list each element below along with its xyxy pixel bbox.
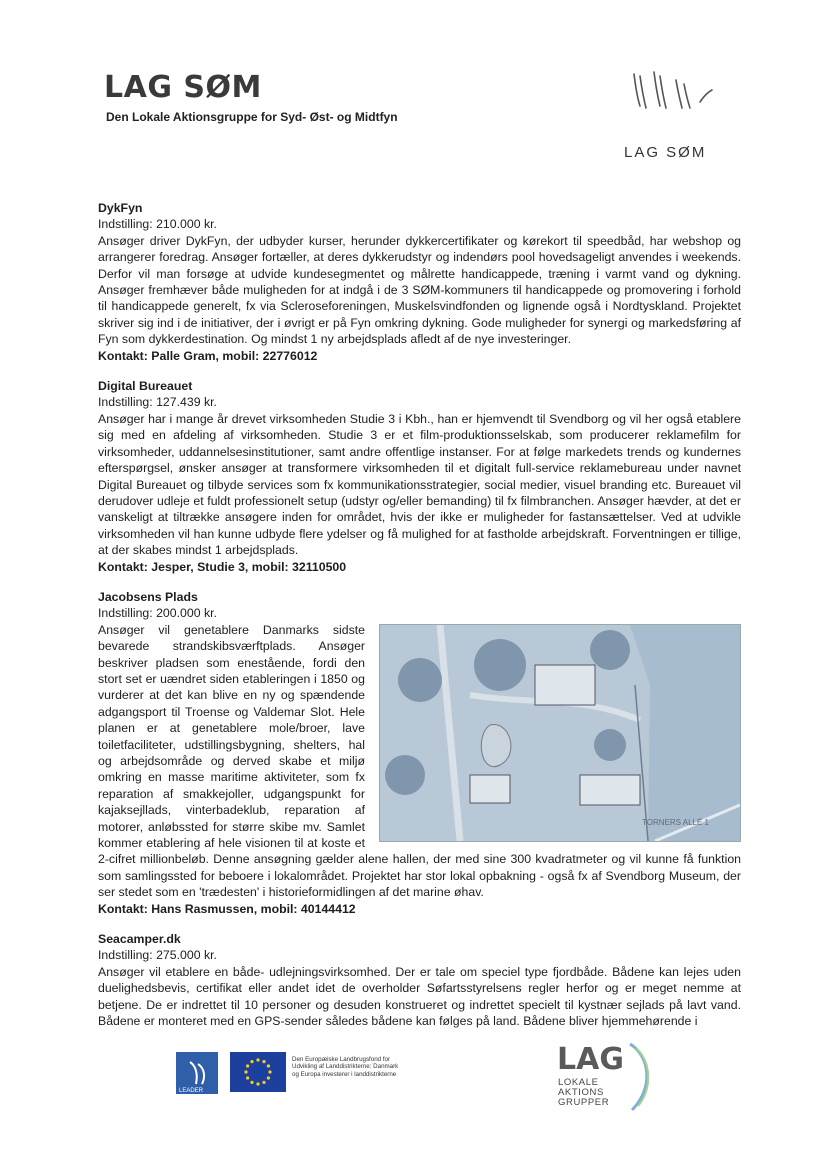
lag-line: GRUPPER (558, 1097, 610, 1108)
section-contact: Kontakt: Hans Rasmussen, mobil: 40144412 (98, 901, 356, 916)
site-plan-image (379, 624, 741, 842)
eu-flag-icon (230, 1052, 286, 1092)
footer-logos (0, 1030, 825, 1150)
section-body: Ansøger driver DykFyn, der udbyder kurser, herunder dykkercertifikater og kørekort til speedbåd, har webshop og arrangerer foredrag. Ansøger fortæller, at deres dykkerudstyr og indendørs pool hovedsageligt anvendes i weekends. Derfor vil man forsøge at udvide kundesegmentet og målrette handicappede, træning i varmt vand og dykning. Ansøger fremhæver både muligheden for at indgå i de 3 SØM-kommuners til handicappede og promovering i forhold til handicappede generelt, fx via Scleroseforeningen, Muskelsvindfonden og lignende også i Nordtyskland. Projektet skriver sig ind i de initiativer, der i øvrigt er på Fyn omkring dykning. Gode muligheder for synergi og markedsføring af Fyn som dykkerdestination. Og mindst 1 ny arbejdsplads afledt af de nye investeringer. (98, 233, 741, 347)
page-subtitle: Den Lokale Aktionsgruppe for Syd- Øst- og Midtfyn (106, 110, 398, 124)
section-body: Ansøger vil etablere en både- udlejningsvirksomhed. Der er tale om speciel type fjordbåde. Bådene kan lejes uden duelighedsbevis, certifikat eller andet idet de overholder Søfartsstyrelsens regler herfor og er meget nemme at betjene. De er indrettet til 10 personer og desuden konstrueret og indrettet specielt til kystnær sejlads på lavt vand. Bådene er monteret med en GPS-sender således bådene kan følges på land. Bådene bliver hjemmehørende i (98, 964, 741, 1029)
section-contact: Kontakt: Palle Gram, mobil: 22776012 (98, 348, 318, 363)
section-grant: Indstilling: 210.000 kr. (98, 217, 217, 232)
section-grant: Indstilling: 275.000 kr. (98, 948, 217, 963)
lag-line: AKTIONS (558, 1087, 604, 1098)
section-title: Jacobsens Plads (98, 589, 198, 604)
section-title: DykFyn (98, 201, 143, 215)
document-body (98, 200, 741, 1044)
lag-line: LOKALE (558, 1077, 599, 1088)
eu-fund-text: Den Europæiske Landbrugsfond for Udvikling af Landdistrikterne: Danmark og Europa investerer i landdistrikterne (292, 1056, 399, 1078)
section-body: Ansøger har i mange år drevet virksomheden Studie 3 i Kbh., han er hjemvendt til Svendborg og vil her også etablere sig med en afdeling af virksomheden. Studie 3 er et film-produktionsselskab, som producerer reklamefilm for virksomheder, uddannelsesinstitutioner, samt andre offentlige instanser. For at følge markedets trends og kundernes efterspørgsel, ønsker ansøger at transformere virksomheden til et digitalt full-service reklamebureau under navnet Digital Bureauet og tilbyde services som fx kommunikationsstrategier, social medier, visuel branding etc. Bureauet vil derudover udleje et fuldt professionelt setup (udstyr og/eller bemanding) til fx filmbranchen. Ansøger hævder, at det er vanskeligt at tiltrække ansøgere inden for området, hvis der ikke er muligheder for fastansættelser. Ved at udvikle virksomheden vil han kunne udbyde flere ydelser og få mulighed for at fastholde arbejdskraft. Forventningen er tillige, at der skabes mindst 1 arbejdsplads. (98, 411, 741, 558)
lag-logo-text: LAG (557, 1042, 624, 1077)
section-jacobsens-plads (98, 589, 741, 917)
leader-logo (176, 1052, 218, 1094)
lag-som-logo (600, 62, 740, 172)
lag-swirl-icon (552, 1038, 662, 1118)
section-grant: Indstilling: 127.439 kr. (98, 395, 217, 410)
page-title: LAG SØM (104, 70, 262, 105)
logo-text: LAG SØM (624, 144, 707, 161)
section-body: Ansøger vil genetablere Danmarks sidste bevarede strandskibsværftplads. Ansøger beskriver pladsen som enestående, fordi den stort set er uændret siden etableringen i 1850 og vurderer at det kan blive en ny og spændende adgangsport til Troense og Valdemar Slot. Hele planen er at genetablere mole/broer, lave toiletfaciliteter, udstillingsbygning, shelters, hal og arbejdsområde og derved skabe et miljø omkring en masse maritime aktiviteter, som fx reparation af smakkejoller, udgangspunkt for kajaksejllads, vinterbadeklub, reparation af motorer, anløbssted for større skibe mv. Samlet kommer etablering af hele visionen til at koste et 2-cifret millionbeløb. Denne ansøgning gælder alene hallen, der med sine 300 kvadratmeter og vil kunne få funktion som samlingssted for beboere i lokalområdet. Projektet har stor lokal opbakning - også fx af Svendborg Museum, der ser stedet som en 'trædesten' i historieformidlingen af det marine øhav. (98, 622, 741, 900)
section-grant: Indstilling: 200.000 kr. (98, 606, 217, 621)
section-title: Digital Bureauet (98, 379, 193, 394)
section-title: Seacamper.dk (98, 932, 181, 947)
section-contact: Kontakt: Jesper, Studie 3, mobil: 32110500 (98, 559, 347, 574)
lag-footer-logo (552, 1038, 662, 1118)
leader-label: LEADER (179, 1088, 204, 1094)
section-seacamper (98, 931, 741, 1029)
map-label: TORNERS ALLÉ 1 (642, 817, 709, 827)
section-dykfyn (98, 200, 741, 364)
section-digital-bureauet (98, 378, 741, 575)
reed-logo-icon (600, 62, 740, 142)
